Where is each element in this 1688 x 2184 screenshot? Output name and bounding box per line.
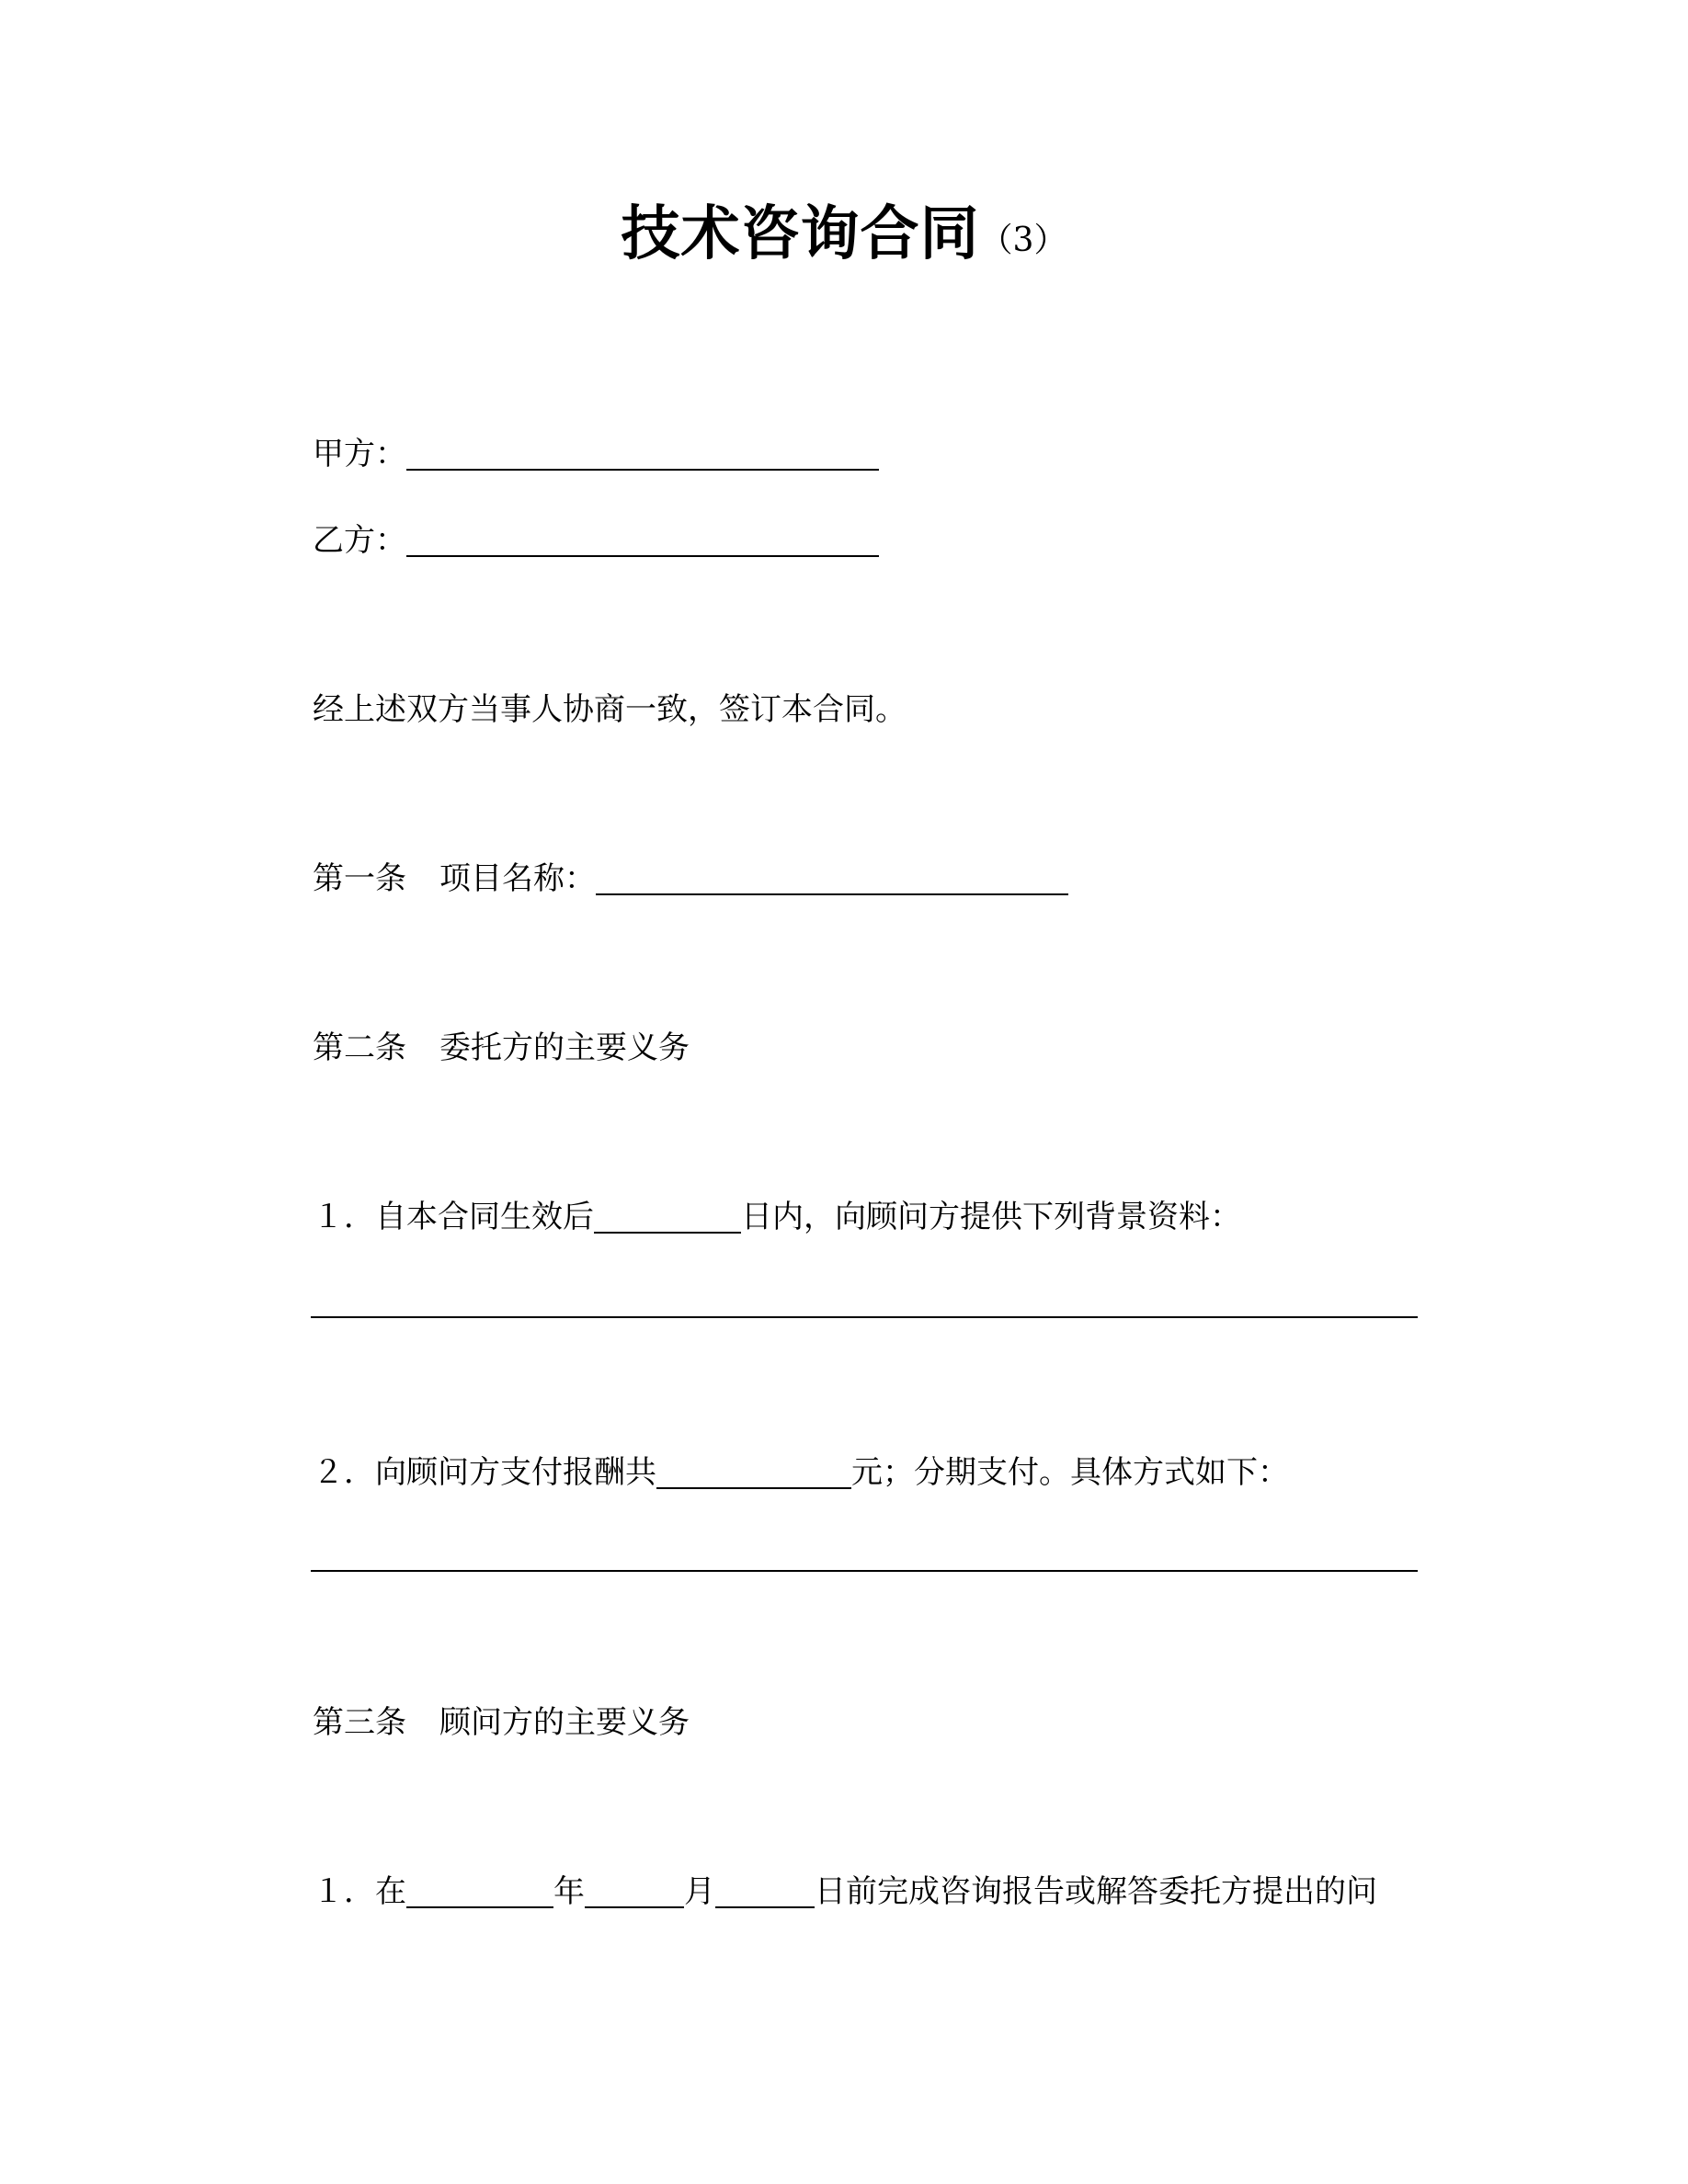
project-name-blank[interactable] (596, 862, 1068, 895)
item-prefix: １．自本合同生效后 (313, 1199, 594, 1235)
party-b-blank[interactable] (406, 524, 879, 557)
year-blank[interactable] (406, 1875, 553, 1908)
item-prefix: ２．向顾问方支付报酬共 (313, 1454, 656, 1491)
article-3-number: 第三条 (313, 1704, 406, 1741)
item-prefix: １．在 (313, 1873, 406, 1910)
article-1-label: 项目名称： (439, 860, 596, 897)
item-suffix: 日前完成咨询报告或解答委托方提出的问 (815, 1873, 1377, 1910)
month-blank[interactable] (585, 1875, 684, 1908)
days-blank[interactable] (594, 1200, 741, 1234)
item-suffix: 元；分期支付。具体方式如下： (851, 1454, 1289, 1491)
party-a-row (313, 434, 879, 474)
year-label: 年 (553, 1873, 585, 1910)
article-1-number: 第一条 (313, 860, 406, 897)
article-3-heading (313, 1702, 690, 1743)
document-title (0, 193, 1688, 290)
party-a-blank[interactable] (406, 438, 879, 471)
article-2-heading (313, 1028, 690, 1068)
party-b-row (313, 520, 879, 561)
article-2-item-1 (313, 1197, 1241, 1237)
day-blank[interactable] (715, 1875, 815, 1908)
item-suffix: 日内，向顾问方提供下列背景资料： (741, 1199, 1241, 1235)
month-label: 月 (684, 1873, 715, 1910)
article-2-item-2 (313, 1452, 1289, 1493)
title-main: 技术咨询合同 (621, 200, 980, 268)
payment-method-blank[interactable] (311, 1570, 1418, 1572)
article-2-title: 委托方的主要义务 (439, 1029, 690, 1066)
background-materials-blank[interactable] (311, 1316, 1418, 1318)
preamble-text: 经上述双方当事人协商一致，签订本合同。 (313, 691, 907, 728)
article-2-number: 第二条 (313, 1029, 406, 1066)
article-3-item-1 (313, 1871, 1377, 1912)
payment-amount-blank[interactable] (656, 1456, 851, 1489)
party-b-label: 乙方： (313, 522, 406, 559)
article-3-title: 顾问方的主要义务 (439, 1704, 690, 1741)
party-a-label: 甲方： (313, 436, 406, 472)
preamble (313, 689, 907, 730)
article-1-row (313, 859, 1068, 899)
title-suffix: （3） (979, 222, 1067, 259)
